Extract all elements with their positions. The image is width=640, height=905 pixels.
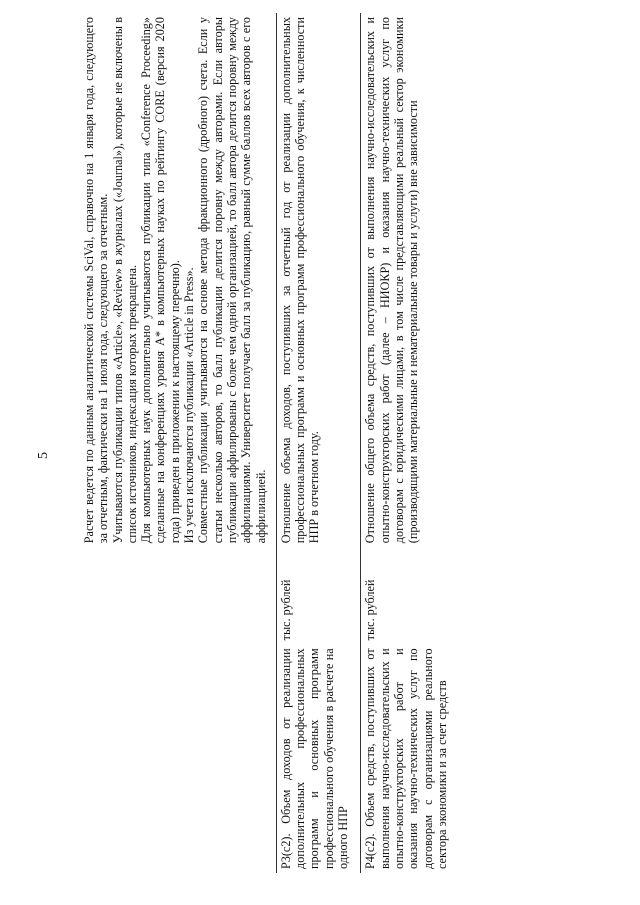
indicator-name-cell: Р3(с2). Объем доходов от реализации дополнительных профессиональных программ и основных программ профессионального обучения в расчете на одного НПР [276, 644, 360, 873]
unit-cell: тыс. рублей [361, 547, 474, 644]
table-row [276, 13, 360, 873]
description-cell [82, 13, 276, 547]
page-number: 5 [36, 452, 51, 459]
description-paragraph: Отношение общего объема средств, поступивших от выполнения научно-исследовательских и опытно-конструкторских работ (далее – НИОКР) и оказания научно-технических услуг по договорам с юридическими лицами, в том числе представляющими реальный сектор экономики (производящими материальные и нематериальные товары и услуги) вне зависимости [363, 17, 421, 544]
indicator-name-cell: Р4(с2). Объем средств, поступивших от выполнения научно-исследовательских и опытно-конструкторских работ и оказания научно-технических услуг по договорам с организациями реального сектора экономики и за счет средств [361, 644, 474, 873]
unit-cell: тыс. рублей [276, 547, 360, 644]
indicator-name-cell [82, 644, 276, 873]
description-paragraph: Из учета исключаются публикации «Article in Press». [182, 267, 197, 544]
table-row [361, 13, 474, 873]
description-cell [361, 13, 474, 547]
description-paragraph: Отношение объема доходов, поступивших за отчетный год от реализации дополнительных профессиональных программ и основных программ профессионального обучения, к численности НПР в отчетном году. [278, 17, 322, 544]
unit-cell [82, 547, 276, 644]
description-cell [276, 13, 360, 547]
description-paragraph: Для компьютерных наук дополнительно учитываются публикации типа «Conference Proceeding» сделанные на конференциях уровня А* в компьютерных науках по рейтингу CORE (версия 2020 года) приведен в приложении к настоящему перечню). [139, 17, 182, 544]
table-row [82, 13, 276, 873]
description-paragraph: Учитываются публикации типов «Article», «Review» в журналах («Journal»), которые не включены в список источников, индексация которых прекращена. [110, 17, 139, 544]
description-paragraph: Совместные публикации учитываются на основе метода фракционного (дробного) счета. Если у статьи несколько авторов, то балл публикации делится поровну между авторами. Если авторы публикации аффилированы с более чем одной организацией, то балл автора делится поровну между аффилиациями. Университет получает балл за публикацию, равный сумме баллов всех авторов с его аффилиацией. [196, 17, 268, 544]
description-paragraph: Расчет ведется по данным аналитической системы SciVal, справочно на 1 января года, следующего за отчетным, фактически на 1 июля года, следующего за отчетным. [82, 17, 111, 544]
indicators-table [82, 13, 473, 873]
